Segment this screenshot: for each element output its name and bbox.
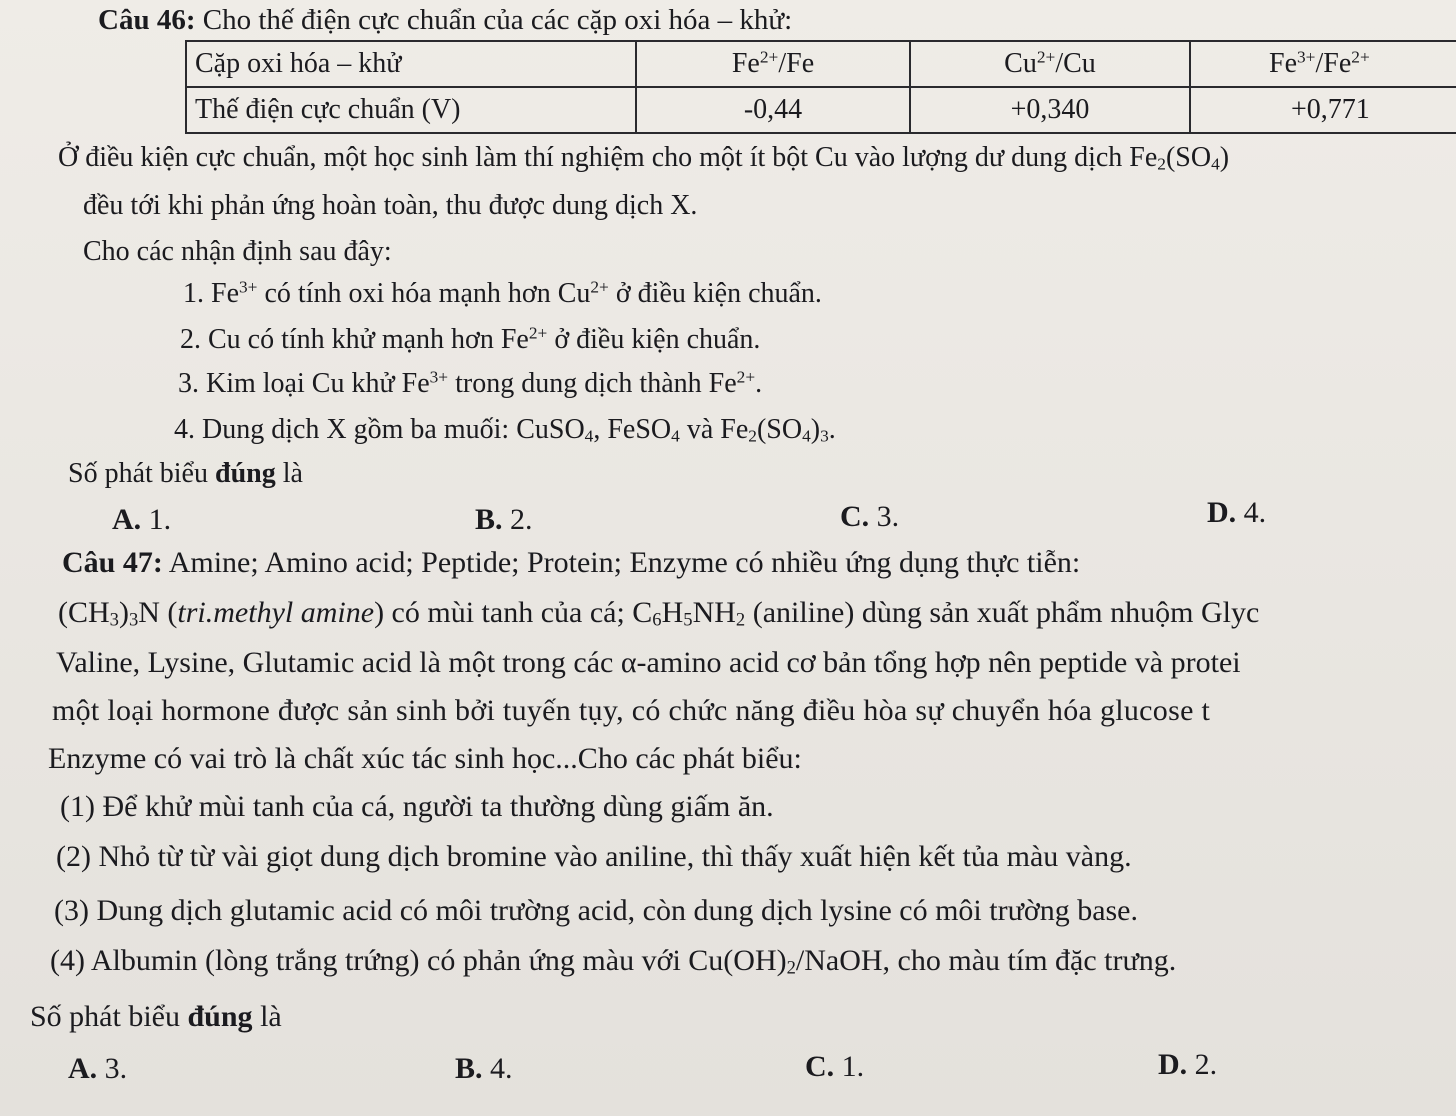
subscript: 6 [652, 609, 662, 631]
option-value: 1. [834, 1050, 865, 1083]
superscript: 2+ [590, 277, 609, 297]
couple-red: Cu [1063, 48, 1096, 79]
q46-option-a[interactable] [112, 503, 171, 537]
q46-paragraph-line-2: đều tới khi phản ứng hoàn toàn, thu được dung dịch X. [83, 190, 698, 221]
subscript: 3 [820, 426, 829, 446]
text: ở điều kiện chuẩn. [547, 324, 761, 355]
option-value: 1. [141, 503, 172, 536]
potential-table [185, 40, 1456, 134]
text: (aniline) dùng sản xuất phẩm nhuộm Glyc [745, 596, 1260, 629]
text: 2. Cu có tính khử mạnh hơn Fe [180, 324, 529, 355]
option-key: B. [475, 503, 503, 536]
subscript: 4 [802, 426, 811, 446]
q47-line-4: một loại hormone được sản sinh bởi tuyến tụy, có chức năng điều hòa sự chuyển hóa glucose t [52, 694, 1211, 727]
text: là [275, 458, 303, 489]
subscript: 2 [748, 426, 757, 446]
q46-question [68, 458, 303, 490]
q47-question [30, 1000, 282, 1034]
superscript: 3+ [239, 277, 258, 297]
potential-value: +0,340 [910, 87, 1190, 133]
q47-label: Câu 47: [62, 546, 163, 579]
option-key: A. [68, 1052, 98, 1085]
q46-statement-3 [178, 368, 762, 400]
text: Số phát biểu [68, 458, 215, 489]
row-header-couple: Cặp oxi hóa – khử [186, 41, 636, 87]
italic-text: tri.methyl amine [177, 596, 375, 629]
q46-prompt: Cho các nhận định sau đây: [83, 236, 392, 267]
q46-heading [98, 4, 792, 37]
potential-value: +0,771 [1190, 87, 1456, 133]
q47-option-b[interactable] [455, 1052, 513, 1086]
q46-intro: Cho thế điện cực chuẩn của các cặp oxi hóa – khử: [202, 4, 793, 36]
q47-statement-2: (2) Nhỏ từ từ vài giọt dung dịch bromine vào aniline, thì thấy xuất hiện kết tủa màu vàng. [56, 840, 1132, 873]
subscript: 4 [584, 426, 594, 446]
q46-option-d[interactable] [1207, 496, 1266, 530]
q47-heading [62, 546, 1080, 580]
option-value: 2. [1187, 1048, 1218, 1081]
option-key: D. [1158, 1048, 1188, 1081]
q47-line-3: Valine, Lysine, Glutamic acid là một trong các α-amino acid cơ bản tổng hợp nên peptide và protei [56, 646, 1241, 679]
option-key: D. [1207, 496, 1237, 529]
subscript: 5 [683, 609, 693, 631]
text: . [755, 368, 763, 399]
couple-ion: Cu [1004, 48, 1037, 79]
subscript: 2 [735, 609, 746, 631]
q47-statement-1: (1) Để khử mùi tanh của cá, người ta thường dùng giấm ăn. [60, 790, 774, 823]
text: và Fe [679, 414, 749, 445]
option-value: 4. [482, 1052, 513, 1085]
option-key: C. [840, 500, 870, 533]
text: trong dung dịch thành Fe [448, 368, 737, 399]
option-key: A. [112, 503, 142, 536]
couple-cell [1190, 41, 1456, 87]
text: N ( [138, 596, 178, 629]
text: H [661, 596, 684, 629]
option-value: 3. [97, 1052, 128, 1085]
table-row [186, 41, 1456, 87]
q47-line-5: Enzyme có vai trò là chất xúc tác sinh học...Cho các phát biểu: [48, 742, 802, 775]
text: có tính oxi hóa mạnh hơn Cu [257, 278, 591, 309]
text: (SO [756, 414, 803, 445]
couple-charge: 2+ [759, 47, 779, 67]
q47-option-c[interactable] [805, 1050, 864, 1084]
text: là [252, 1000, 282, 1033]
text: 3. Kim loại Cu khử Fe [178, 368, 430, 399]
superscript: 2+ [528, 323, 548, 343]
subscript: 3 [128, 609, 139, 631]
row-header-potential: Thế điện cực chuẩn (V) [186, 87, 636, 133]
text: . [828, 414, 836, 445]
text: ) có mùi tanh của cá; C [374, 596, 653, 629]
text: (4) Albumin (lòng trắng trứng) có phản ứng màu với Cu(OH) [50, 944, 787, 977]
couple-red: Fe [786, 48, 815, 79]
subscript: 2 [1157, 154, 1166, 174]
subscript: 2 [786, 957, 796, 979]
couple-red: Fe [1323, 48, 1352, 79]
option-value: 3. [869, 500, 900, 533]
table-row [186, 87, 1456, 133]
superscript: 3+ [429, 367, 449, 387]
q46-statement-1 [183, 278, 822, 310]
couple-cell [910, 41, 1190, 87]
q46-label: Câu 46: [98, 4, 196, 36]
subscript: 4 [1211, 154, 1220, 174]
subscript: 4 [671, 426, 680, 446]
text: /NaOH, cho màu tím đặc trưng. [795, 944, 1177, 977]
couple-sep: / [778, 48, 787, 79]
text: ) [810, 414, 821, 445]
couple-sep: / [1315, 48, 1324, 79]
text: 1. Fe [183, 278, 239, 309]
text: Số phát biểu [30, 1000, 188, 1033]
q47-statement-4 [50, 944, 1176, 978]
couple-sep: / [1055, 48, 1064, 79]
emphasis: đúng [215, 458, 276, 489]
text: (CH [58, 596, 110, 629]
text: NH [692, 596, 736, 629]
q46-paragraph-line-1 [58, 142, 1229, 174]
text: , FeSO [593, 414, 672, 445]
couple-charge: 2+ [1036, 47, 1056, 67]
couple-charge: 3+ [1297, 47, 1316, 67]
text: ở điều kiện chuẩn. [608, 278, 822, 309]
text: 4. Dung dịch X gồm ba muối: CuSO [174, 414, 585, 445]
couple-ion: Fe [1269, 48, 1297, 79]
text: ) [1219, 142, 1230, 173]
q47-option-a[interactable] [68, 1052, 127, 1086]
subscript: 3 [109, 609, 119, 631]
q46-statement-2 [180, 324, 760, 356]
q46-option-b[interactable] [475, 503, 533, 537]
text: (SO [1165, 142, 1212, 173]
couple-ion: Fe [731, 48, 760, 79]
q46-option-c[interactable] [840, 500, 899, 534]
q47-line-2 [58, 596, 1259, 630]
text: Ở điều kiện cực chuẩn, một học sinh làm thí nghiệm cho một ít bột Cu vào lượng dư dung dịch Fe [58, 142, 1158, 173]
q47-intro: Amine; Amino acid; Peptide; Protein; Enzyme có nhiều ứng dụng thực tiễn: [162, 546, 1081, 579]
q47-statement-3: (3) Dung dịch glutamic acid có môi trường acid, còn dung dịch lysine có môi trường base. [54, 894, 1138, 927]
couple-cell [636, 41, 910, 87]
q47-option-d[interactable] [1158, 1048, 1217, 1082]
potential-value: -0,44 [636, 87, 910, 133]
option-key: B. [455, 1052, 483, 1085]
option-value: 4. [1236, 496, 1267, 529]
couple-red-charge: 2+ [1351, 47, 1370, 67]
emphasis: đúng [187, 1000, 253, 1033]
option-key: C. [805, 1050, 835, 1083]
text: ) [118, 596, 129, 629]
option-value: 2. [502, 503, 533, 536]
superscript: 2+ [736, 367, 756, 387]
q46-statement-4 [174, 414, 836, 446]
